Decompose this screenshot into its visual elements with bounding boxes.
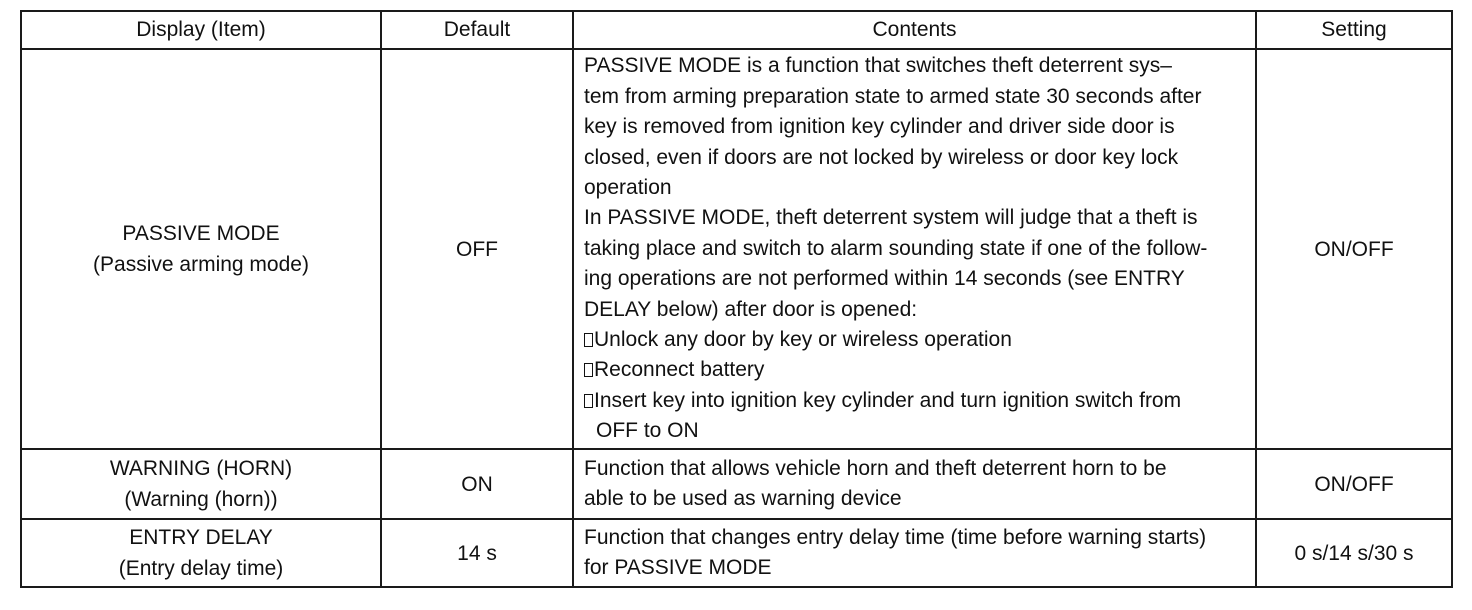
bullet-box-icon: [584, 333, 593, 347]
bullet-text: Unlock any door by key or wireless operation: [594, 328, 1012, 352]
header-default: Default: [381, 11, 573, 49]
display-cell: [21, 49, 381, 449]
display-sub: (Entry delay time): [118, 557, 284, 580]
header-row: [21, 11, 1452, 49]
contents-line: Function that changes entry delay time (time before warning starts): [584, 525, 1207, 549]
contents-line: Function that allows vehicle horn and theft deterrent horn to be: [584, 456, 1167, 480]
contents-line: ing operations are not performed within 14 seconds (see ENTRY: [584, 267, 1185, 291]
contents-line: able to be used as warning device: [584, 487, 902, 510]
display-main: ENTRY DELAY: [129, 526, 273, 549]
contents-line: key is removed from ignition key cylinder and driver side door is: [584, 115, 1175, 139]
default-cell: OFF: [381, 49, 573, 449]
bullet-box-icon: [584, 394, 593, 408]
contents-line: taking place and switch to alarm sounding state if one of the follow-: [584, 236, 1208, 260]
bullet-item: [584, 325, 1245, 355]
header-setting: Setting: [1256, 11, 1452, 49]
header-contents: Contents: [573, 11, 1256, 49]
contents-line: closed, even if doors are not locked by wireless or door key lock: [584, 145, 1179, 169]
bullet-continuation: OFF to ON: [596, 419, 699, 443]
settings-table: [20, 10, 1453, 588]
contents-line: DELAY below) after door is opened:: [584, 297, 918, 321]
default-cell: 14 s: [381, 519, 573, 587]
bullet-box-icon: [584, 363, 593, 377]
table-row: [21, 519, 1452, 587]
bullet-text: Reconnect battery: [594, 358, 765, 382]
contents-cell: [573, 449, 1256, 519]
setting-cell: ON/OFF: [1256, 49, 1452, 449]
contents-line: PASSIVE MODE is a function that switches theft deterrent sys–: [584, 54, 1172, 78]
setting-cell: ON/OFF: [1256, 449, 1452, 519]
contents-cell: [573, 49, 1256, 449]
contents-line: In PASSIVE MODE, theft deterrent system will judge that a theft is: [584, 206, 1198, 230]
setting-cell: 0 s/14 s/30 s: [1256, 519, 1452, 587]
table-row: [21, 449, 1452, 519]
bullet-item: [584, 386, 1245, 416]
bullet-item: [584, 355, 1245, 385]
table-row: [21, 49, 1452, 449]
display-sub: (Passive arming mode): [93, 253, 309, 276]
contents-cell: [573, 519, 1256, 587]
display-main: WARNING (HORN): [109, 457, 293, 480]
default-cell: ON: [381, 449, 573, 519]
display-cell: [21, 449, 381, 519]
contents-line: operation: [584, 175, 672, 199]
display-sub: (Warning (horn)): [124, 488, 278, 511]
header-display: Display (Item): [21, 11, 381, 49]
bullet-text: Insert key into ignition key cylinder and turn ignition switch from: [594, 388, 1182, 412]
display-cell: [21, 519, 381, 587]
display-main: PASSIVE MODE: [122, 222, 280, 245]
contents-line: for PASSIVE MODE: [584, 556, 772, 579]
contents-line: tem from arming preparation state to armed state 30 seconds after: [584, 84, 1202, 108]
